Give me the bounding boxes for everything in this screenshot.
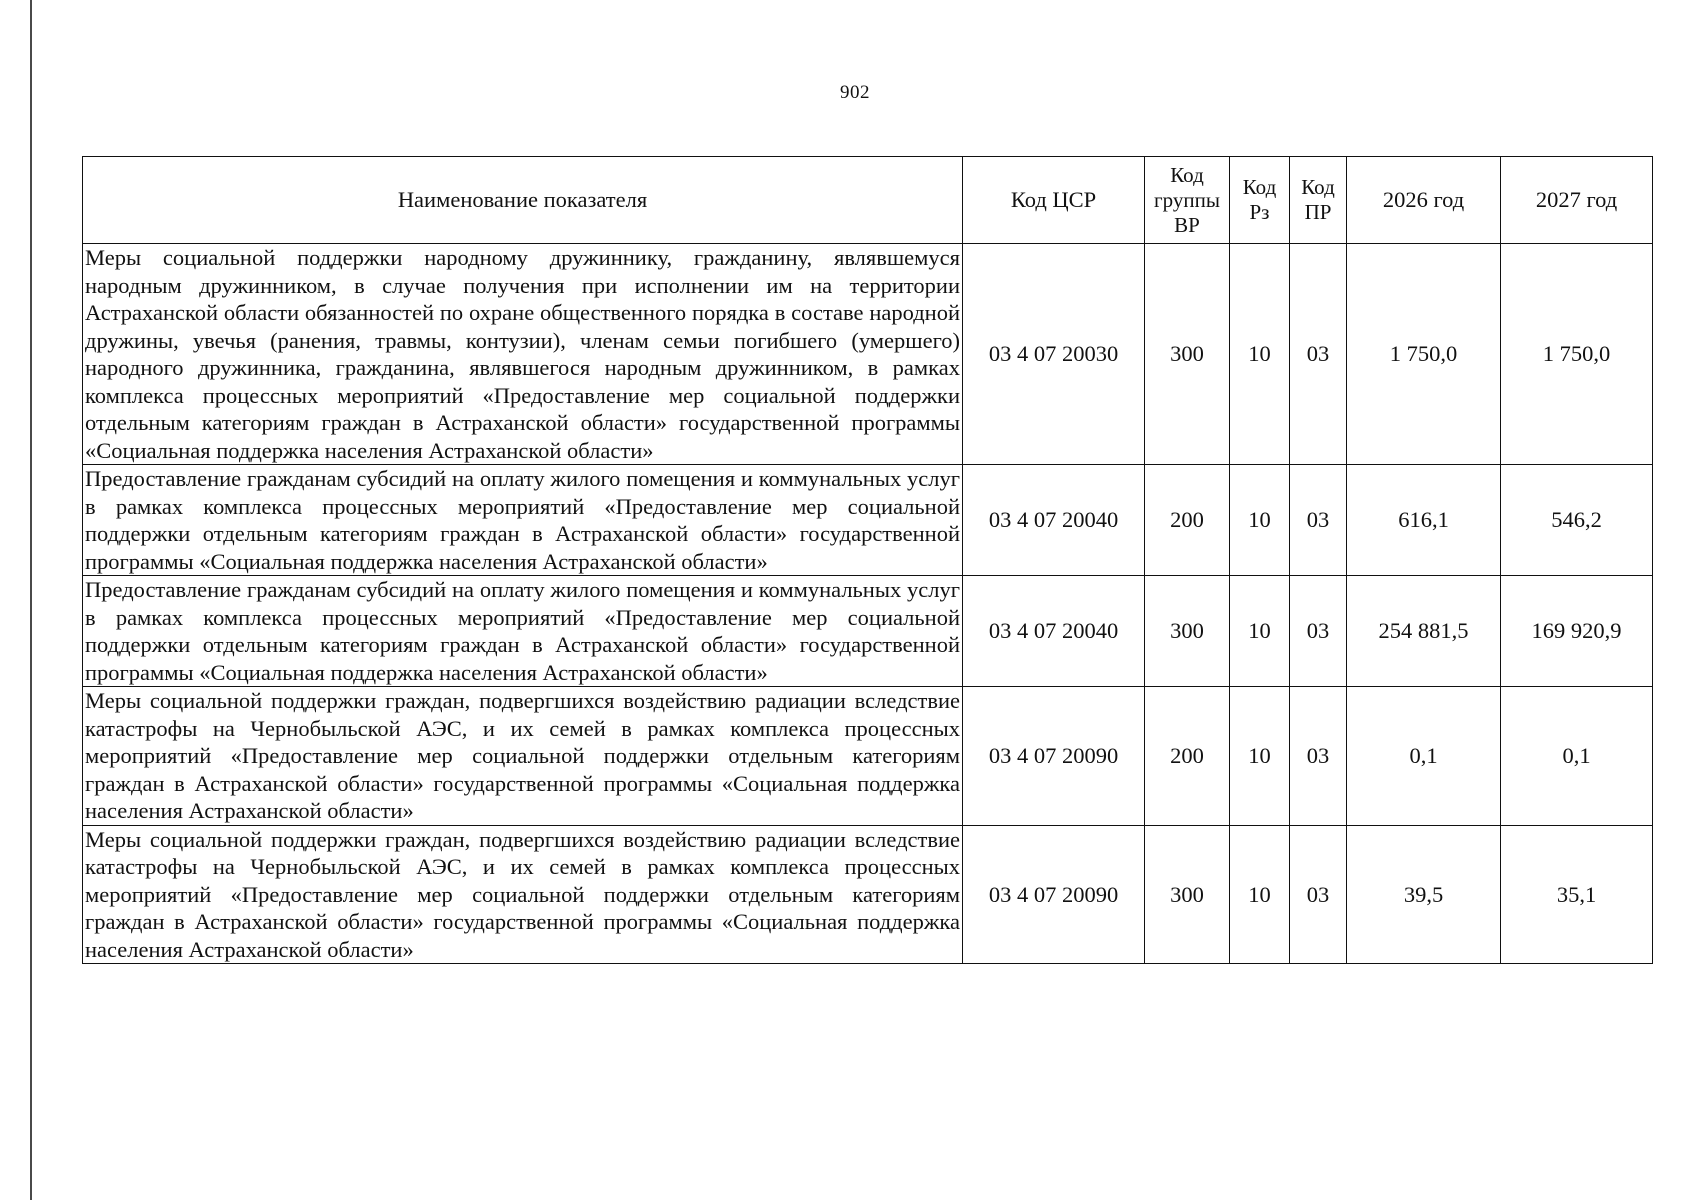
header-rz: Код Рз: [1230, 157, 1290, 244]
row-2026: 1 750,0: [1347, 244, 1501, 465]
row-vr: 300: [1145, 244, 1230, 465]
row-2026: 616,1: [1347, 465, 1501, 576]
header-2026: 2026 год: [1347, 157, 1501, 244]
row-csr: 03 4 07 20090: [963, 825, 1145, 964]
row-csr: 03 4 07 20030: [963, 244, 1145, 465]
row-2027: 0,1: [1501, 687, 1653, 826]
row-vr: 300: [1145, 576, 1230, 687]
row-name: Предоставление гражданам субсидий на оплату жилого помещения и коммунальных услуг в рамках комплекса процессных мероприятий «Предоставление мер социальной поддержки отдельным категориям граждан в Астраханской области» государственной программы «Социальная поддержка населения Астраханской области»: [83, 576, 963, 687]
row-name: Меры социальной поддержки народному дружиннику, гражданину, являвшемуся народным дружинником, в случае получения при исполнении им на территории Астраханской области обязанностей по охране общественного порядка в составе народной дружины, увечья (ранения, травмы, контузии), членам семьи погибшего (умершего) народного дружинника, гражданина, являвшегося народным дружинником, в рамках комплекса процессных мероприятий «Предоставление мер социальной поддержки отдельным категориям граждан в Астраханской области» государственной программы «Социальная поддержка населения Астраханской области»: [83, 244, 963, 465]
row-pr: 03: [1290, 687, 1347, 826]
row-vr: 200: [1145, 687, 1230, 826]
row-2027: 1 750,0: [1501, 244, 1653, 465]
row-csr: 03 4 07 20040: [963, 576, 1145, 687]
row-rz: 10: [1230, 825, 1290, 964]
row-name: Меры социальной поддержки граждан, подвергшихся воздействию радиации вследствие катастрофы на Чернобыльской АЭС, и их семей в рамках комплекса процессных мероприятий «Предоставление мер социальной поддержки отдельным категориям граждан в Астраханской области» государственной программы «Социальная поддержка населения Астраханской области»: [83, 687, 963, 826]
row-pr: 03: [1290, 825, 1347, 964]
table-row: [83, 687, 1653, 826]
row-pr: 03: [1290, 244, 1347, 465]
row-name: Предоставление гражданам субсидий на оплату жилого помещения и коммунальных услуг в рамках комплекса процессных мероприятий «Предоставление мер социальной поддержки отдельным категориям граждан в Астраханской области» государственной программы «Социальная поддержка населения Астраханской области»: [83, 465, 963, 576]
row-2027: 35,1: [1501, 825, 1653, 964]
row-vr: 200: [1145, 465, 1230, 576]
row-pr: 03: [1290, 465, 1347, 576]
table-row: [83, 576, 1653, 687]
page-number: 902: [840, 82, 870, 103]
table-body: [83, 244, 1653, 964]
row-2026: 39,5: [1347, 825, 1501, 964]
header-csr: Код ЦСР: [963, 157, 1145, 244]
budget-table: [82, 156, 1653, 964]
row-2027: 546,2: [1501, 465, 1653, 576]
row-rz: 10: [1230, 576, 1290, 687]
row-2026: 0,1: [1347, 687, 1501, 826]
header-vr: Код группы ВР: [1145, 157, 1230, 244]
row-csr: 03 4 07 20090: [963, 687, 1145, 826]
table-row: [83, 244, 1653, 465]
table-header: [83, 157, 1653, 244]
scan-edge-line: [30, 0, 32, 1200]
header-row: [83, 157, 1653, 244]
row-2027: 169 920,9: [1501, 576, 1653, 687]
row-pr: 03: [1290, 576, 1347, 687]
row-rz: 10: [1230, 465, 1290, 576]
table-row: [83, 825, 1653, 964]
header-2027: 2027 год: [1501, 157, 1653, 244]
row-csr: 03 4 07 20040: [963, 465, 1145, 576]
row-rz: 10: [1230, 244, 1290, 465]
table-row: [83, 465, 1653, 576]
row-name: Меры социальной поддержки граждан, подвергшихся воздействию радиации вследствие катастрофы на Чернобыльской АЭС, и их семей в рамках комплекса процессных мероприятий «Предоставление мер социальной поддержки отдельным категориям граждан в Астраханской области» государственной программы «Социальная поддержка населения Астраханской области»: [83, 825, 963, 964]
row-2026: 254 881,5: [1347, 576, 1501, 687]
header-name: Наименование показателя: [83, 157, 963, 244]
row-vr: 300: [1145, 825, 1230, 964]
header-pr: Код ПР: [1290, 157, 1347, 244]
row-rz: 10: [1230, 687, 1290, 826]
